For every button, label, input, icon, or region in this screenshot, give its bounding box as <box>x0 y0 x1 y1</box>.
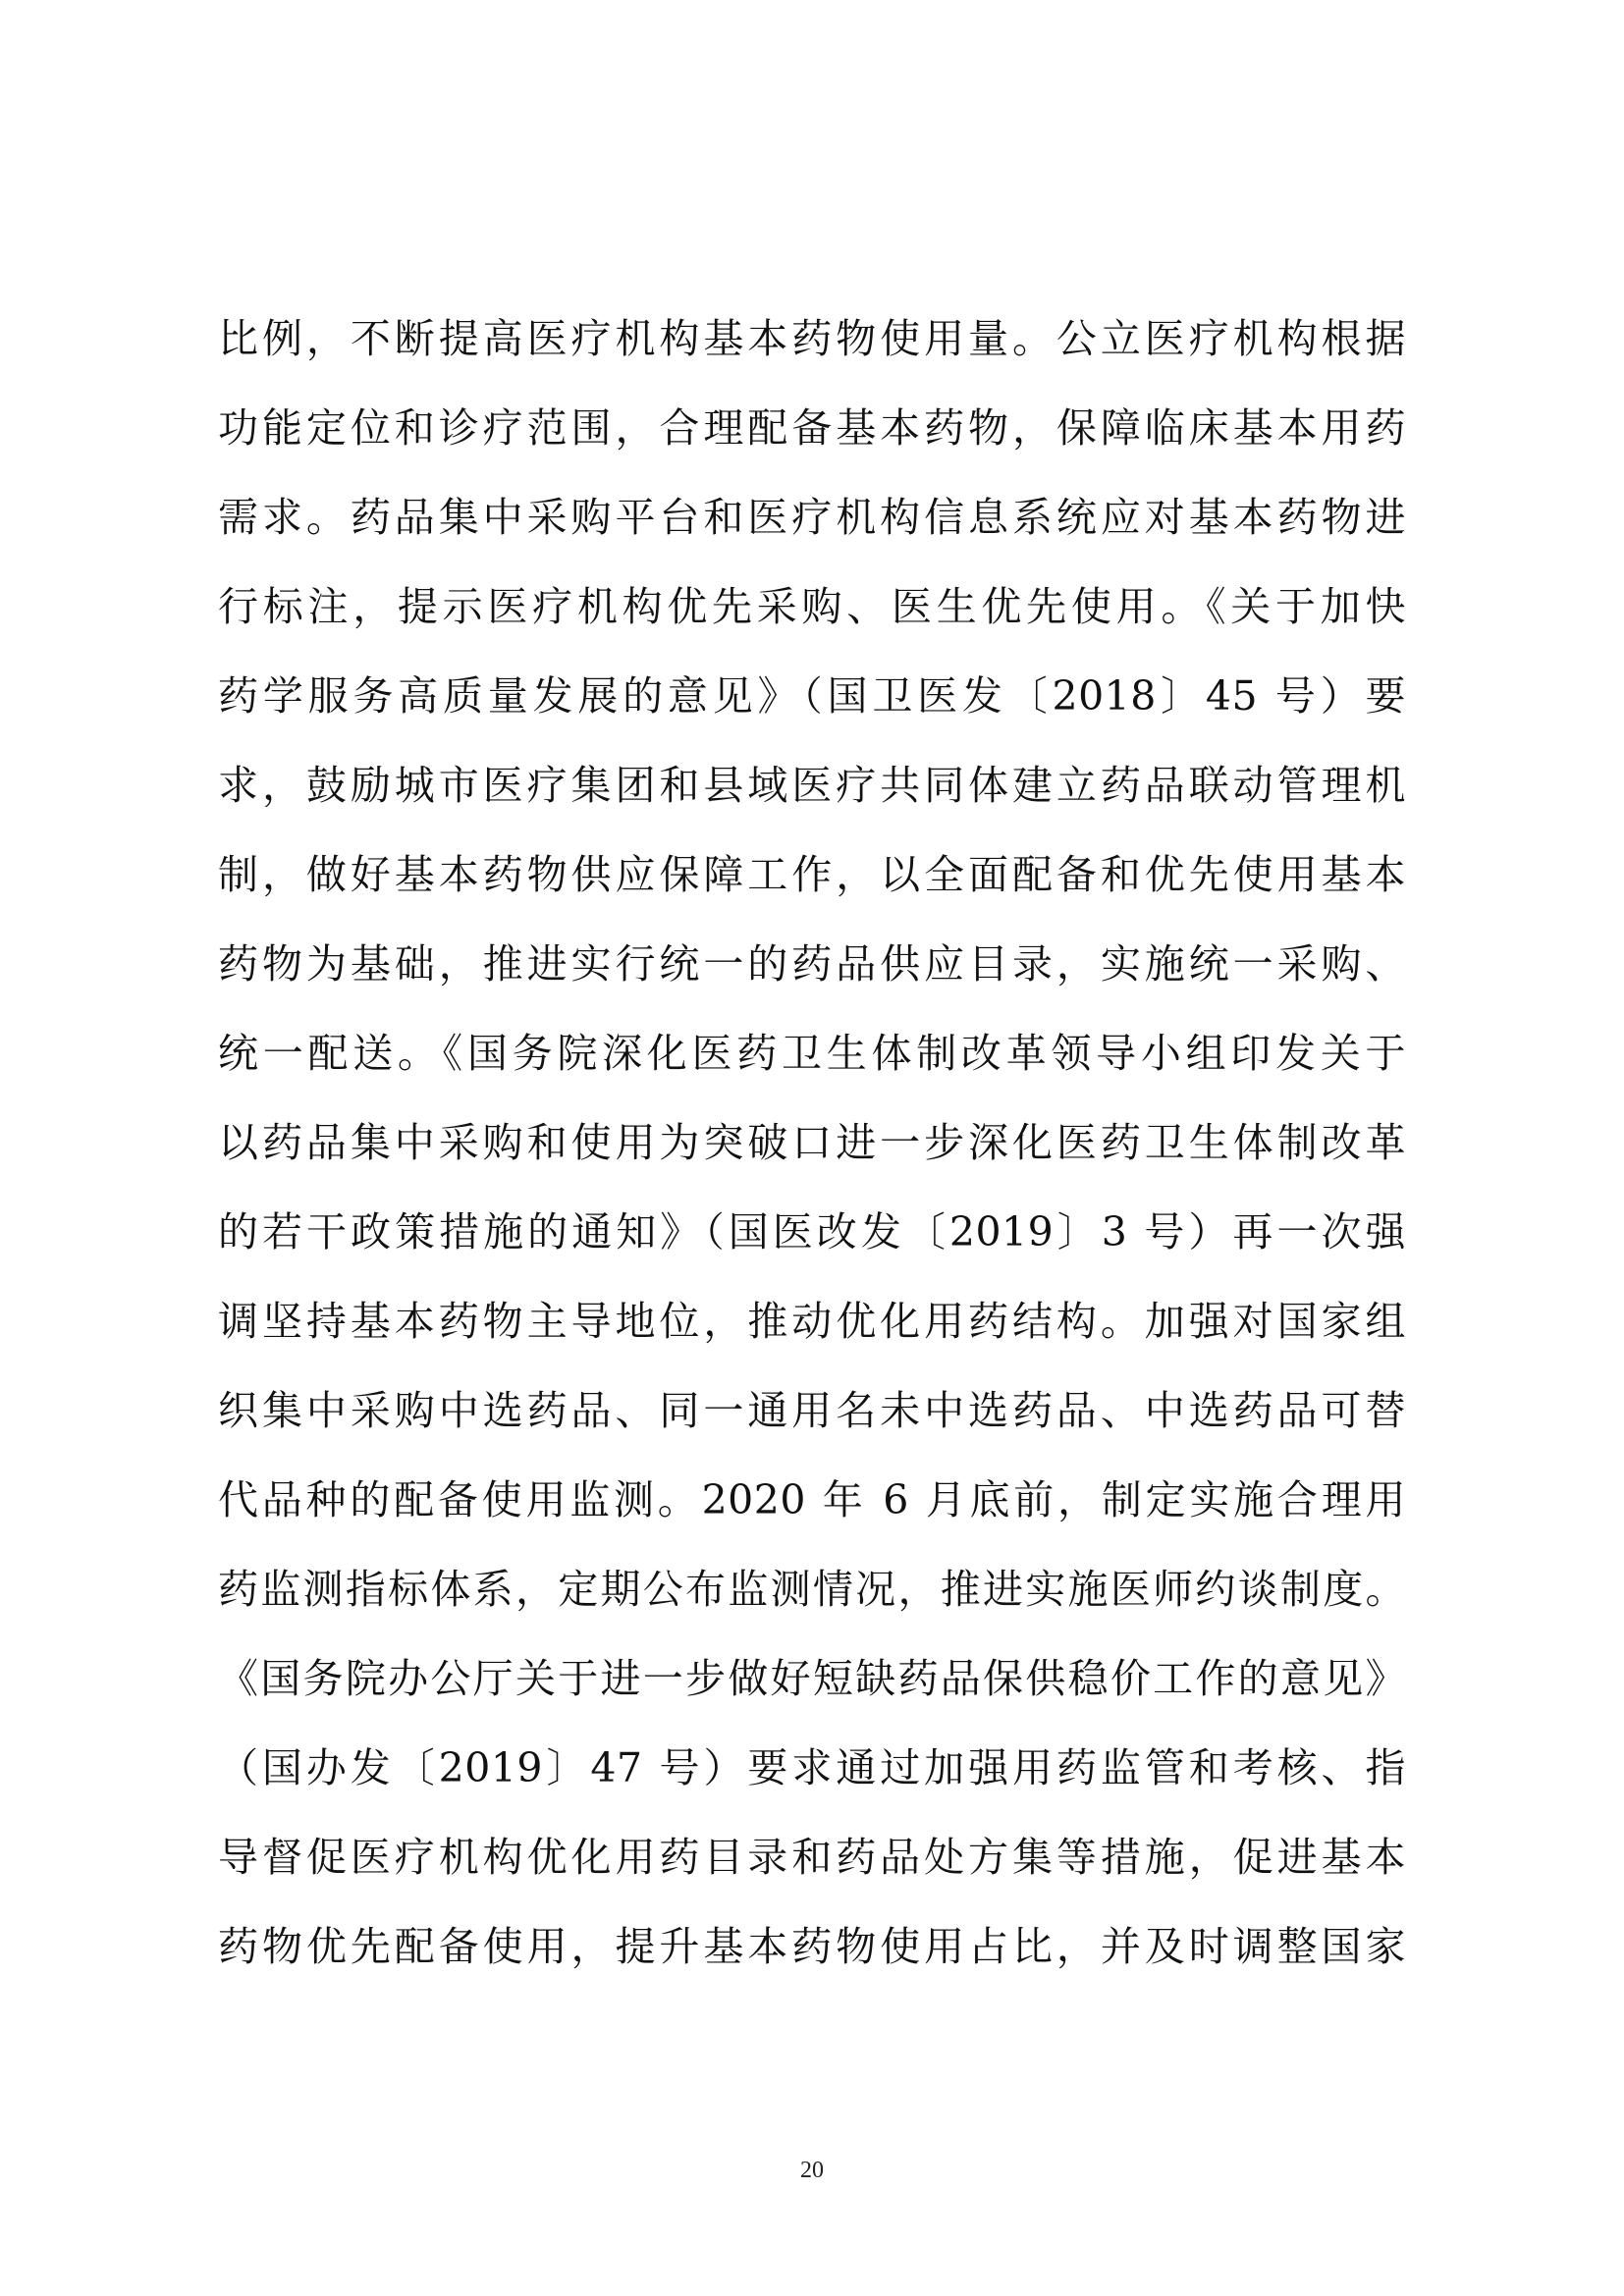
body-paragraph <box>218 294 1406 1992</box>
text-line: 以药品集中采购和使用为突破口进一步深化医药卫生体制改革 <box>218 1119 1406 1166</box>
text-line: 调坚持基本药物主导地位，推动优化用药结构。加强对国家组 <box>218 1298 1406 1345</box>
text-line: 药学服务高质量发展的意见》（国卫医发〔2018〕45 号）要 <box>218 672 1406 720</box>
text-line: 的若干政策措施的通知》（国医改发〔2019〕3 号）再一次强 <box>218 1208 1406 1255</box>
text-line: （国办发〔2019〕47 号）要求通过加强用药监管和考核、指 <box>218 1744 1406 1791</box>
page-number: 20 <box>800 2158 824 2183</box>
text-line: 求，鼓励城市医疗集团和县域医疗共同体建立药品联动管理机 <box>218 762 1406 809</box>
text-line: 行标注，提示医疗机构优先采购、医生优先使用。《关于加快 <box>218 583 1406 630</box>
text-line: 比例，不断提高医疗机构基本药物使用量。公立医疗机构根据 <box>218 315 1406 362</box>
text-line: 药物为基础，推进实行统一的药品供应目录，实施统一采购、 <box>218 940 1406 988</box>
text-line: 药物优先配备使用，提升基本药物使用占比，并及时调整国家 <box>218 1923 1406 1970</box>
text-line: 代品种的配备使用监测。2020 年 6 月底前，制定实施合理用 <box>218 1476 1406 1523</box>
text-line: 药监测指标体系，定期公布监测情况，推进实施医师约谈制度。 <box>218 1566 1406 1613</box>
text-line: 统一配送。《国务院深化医药卫生体制改革领导小组印发关于 <box>218 1030 1406 1077</box>
text-line: 功能定位和诊疗范围，合理配备基本药物，保障临床基本用药 <box>218 404 1406 452</box>
text-line: 需求。药品集中采购平台和医疗机构信息系统应对基本药物进 <box>218 494 1406 541</box>
text-line: 《国务院办公厅关于进一步做好短缺药品保供稳价工作的意见》 <box>218 1655 1406 1702</box>
text-line: 织集中采购中选药品、同一通用名未中选药品、中选药品可替 <box>218 1387 1406 1434</box>
text-line: 导督促医疗机构优化用药目录和药品处方集等措施，促进基本 <box>218 1834 1406 1881</box>
text-line: 制，做好基本药物供应保障工作，以全面配备和优先使用基本 <box>218 851 1406 898</box>
